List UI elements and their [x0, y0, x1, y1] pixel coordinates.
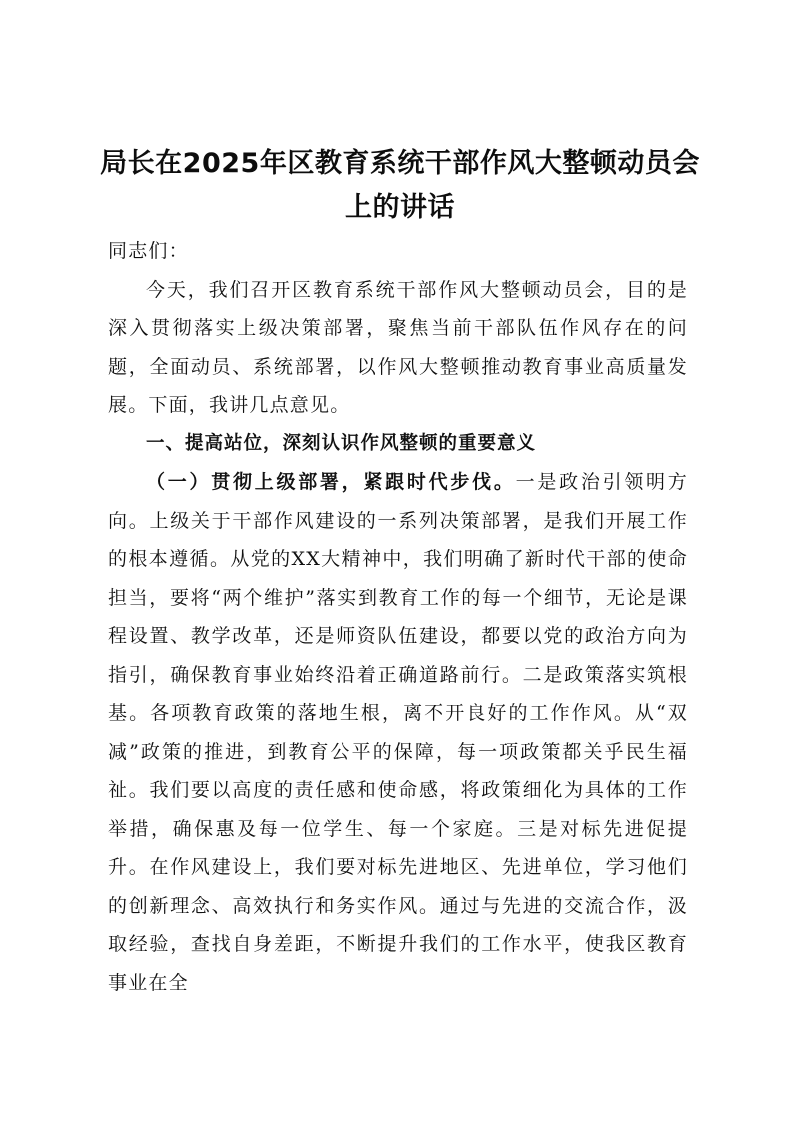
intro-paragraph: 今天，我们召开区教育系统干部作风大整顿动员会，目的是深入贯彻落实上级决策部署，聚焦当前干部队伍作风存在的问题，全面动员、系统部署，以作风大整顿推动教育事业高质量发展。下面，我讲几点意见。	[108, 278, 688, 416]
document-body	[108, 232, 688, 1002]
subsection-paragraph	[108, 463, 688, 1002]
subsection-body: 一是政治引领明方向。上级关于干部作风建设的一系列决策部署，是我们开展工作的根本遵循。从党的XX大精神中，我们明确了新时代干部的使命担当，要将“两个维护”落实到教育工作的每一个细节，无论是课程设置、教学改革，还是师资队伍建设，都要以党的政治方向为指引，确保教育事业始终沿着正确道路前行。二是政策落实筑根基。各项教育政策的落地生根，离不开良好的工作作风。从“双减”政策的推进，到教育公平的保障，每一项政策都关乎民生福祉。我们要以高度的责任感和使命感，将政策细化为具体的工作举措，确保惠及每一位学生、每一个家庭。三是对标先进促提升。在作风建设上，我们要对标先进地区、先进单位，学习他们的创新理念、高效执行和务实作风。通过与先进的交流合作，汲取经验，查找自身差距，不断提升我们的工作水平，使我区教育事业在全	[108, 471, 688, 994]
salutation: 同志们：	[108, 240, 189, 262]
section-heading: 一、提高站位，深刻认识作风整顿的重要意义	[146, 432, 537, 454]
subsection-heading: （一）贯彻上级部署，紧跟时代步伐。	[146, 471, 516, 493]
document-title: 局长在2025年区教育系统干部作风大整顿动员会上的讲话	[100, 148, 700, 223]
